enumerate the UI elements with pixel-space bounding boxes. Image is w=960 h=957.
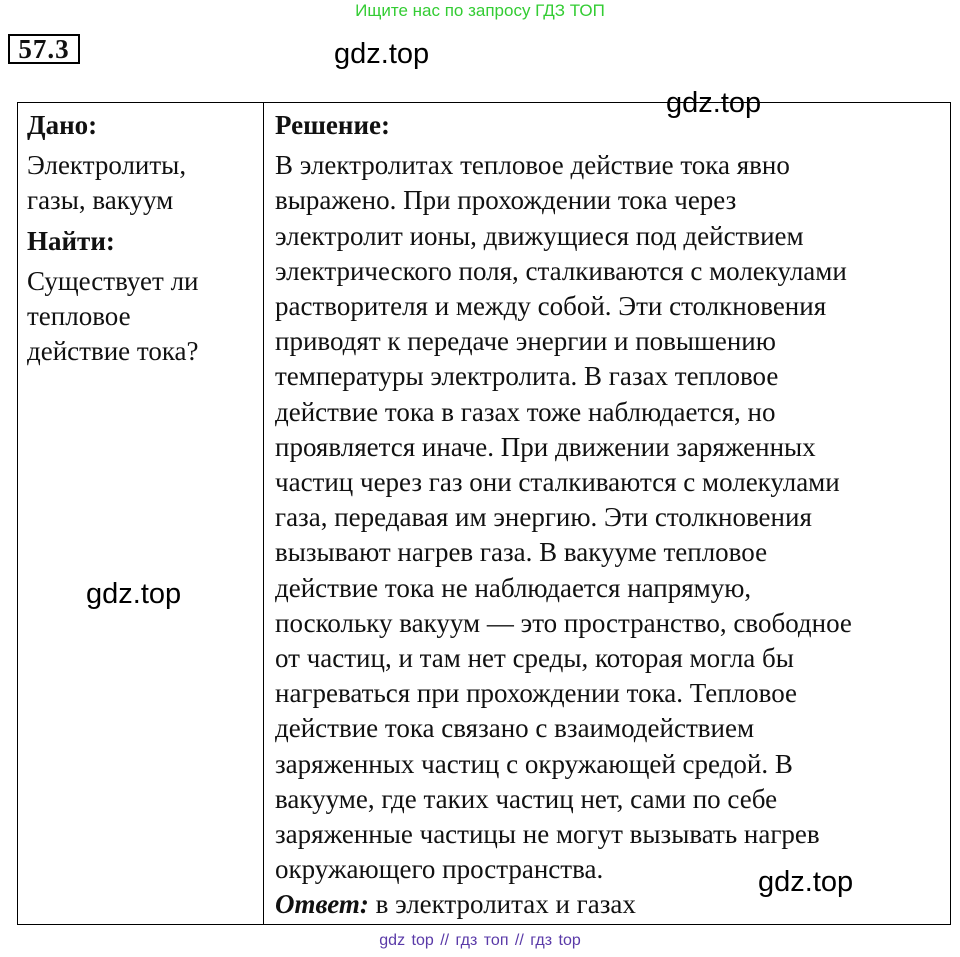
watermark-header: gdz.top [666, 87, 762, 119]
column-divider [263, 102, 264, 925]
solution-line: поскольку вакуум — это пространство, свободное [275, 607, 852, 638]
solution-column [275, 108, 947, 923]
solution-line: проявляется иначе. При движении заряженных [275, 431, 816, 462]
watermark-left: gdz.top [86, 578, 182, 610]
given-heading: Дано: [27, 110, 98, 140]
solution-line: газа, передавая им энергию. Эти столкновения [275, 502, 812, 533]
find-line: Существует ли [27, 265, 199, 296]
solution-line: частиц через газ они сталкиваются с молекулами [275, 467, 840, 498]
answer-text: в электролитах и газах [368, 889, 636, 920]
top-banner-link[interactable]: Ищите нас по запросу ГДЗ ТОП [355, 1, 605, 20]
find-line: тепловое [27, 301, 131, 332]
watermark-bottom: gdz.top [758, 866, 854, 898]
solution-line: заряженные частицы не могут вызывать нагрев [275, 819, 820, 850]
problem-number: 57.3 [8, 34, 80, 64]
solution-line: вакууме, где таких частиц нет, сами по себе [275, 783, 778, 814]
solution-line: нагреваться при прохождении тока. Тепловое [275, 678, 798, 709]
solution-line: растворителя и между собой. Эти столкновения [275, 291, 827, 322]
given-line: газы, вакуум [27, 185, 174, 216]
solution-line: окружающего пространства. [275, 854, 604, 885]
solution-line: от частиц, и там нет среды, которая могла бы [275, 643, 794, 674]
solution-line: В электролитах тепловое действие тока явно [275, 150, 790, 181]
solution-line: температуры электролита. В газах тепловое [275, 361, 779, 392]
find-heading: Найти: [27, 225, 115, 256]
given-line: Электролиты, [27, 150, 187, 181]
footer-links[interactable]: gdz top // гдз топ // гдз top [379, 932, 581, 949]
solution-line: выражено. При прохождении тока через [275, 185, 737, 216]
solution-line: электрического поля, сталкиваются с молекулами [275, 255, 847, 286]
solution-line: действие тока в газах тоже наблюдается, но [275, 396, 776, 427]
solution-line: вызывают нагрев газа. В вакууме тепловое [275, 537, 768, 568]
solution-line: приводят к передаче энергии и повышению [275, 326, 776, 357]
watermark-top: gdz.top [334, 38, 430, 70]
solution-heading: Решение: [275, 110, 390, 140]
answer-label: Ответ: [275, 889, 369, 920]
given-column [27, 108, 259, 369]
solution-line: действие тока не наблюдается напрямую, [275, 572, 752, 603]
solution-line: электролит ионы, движущиеся под действием [275, 220, 804, 251]
find-line: действие тока? [27, 336, 199, 367]
solution-line: заряженных частиц с окружающей средой. В [275, 748, 793, 779]
solution-line: действие тока связано с взаимодействием [275, 713, 755, 744]
